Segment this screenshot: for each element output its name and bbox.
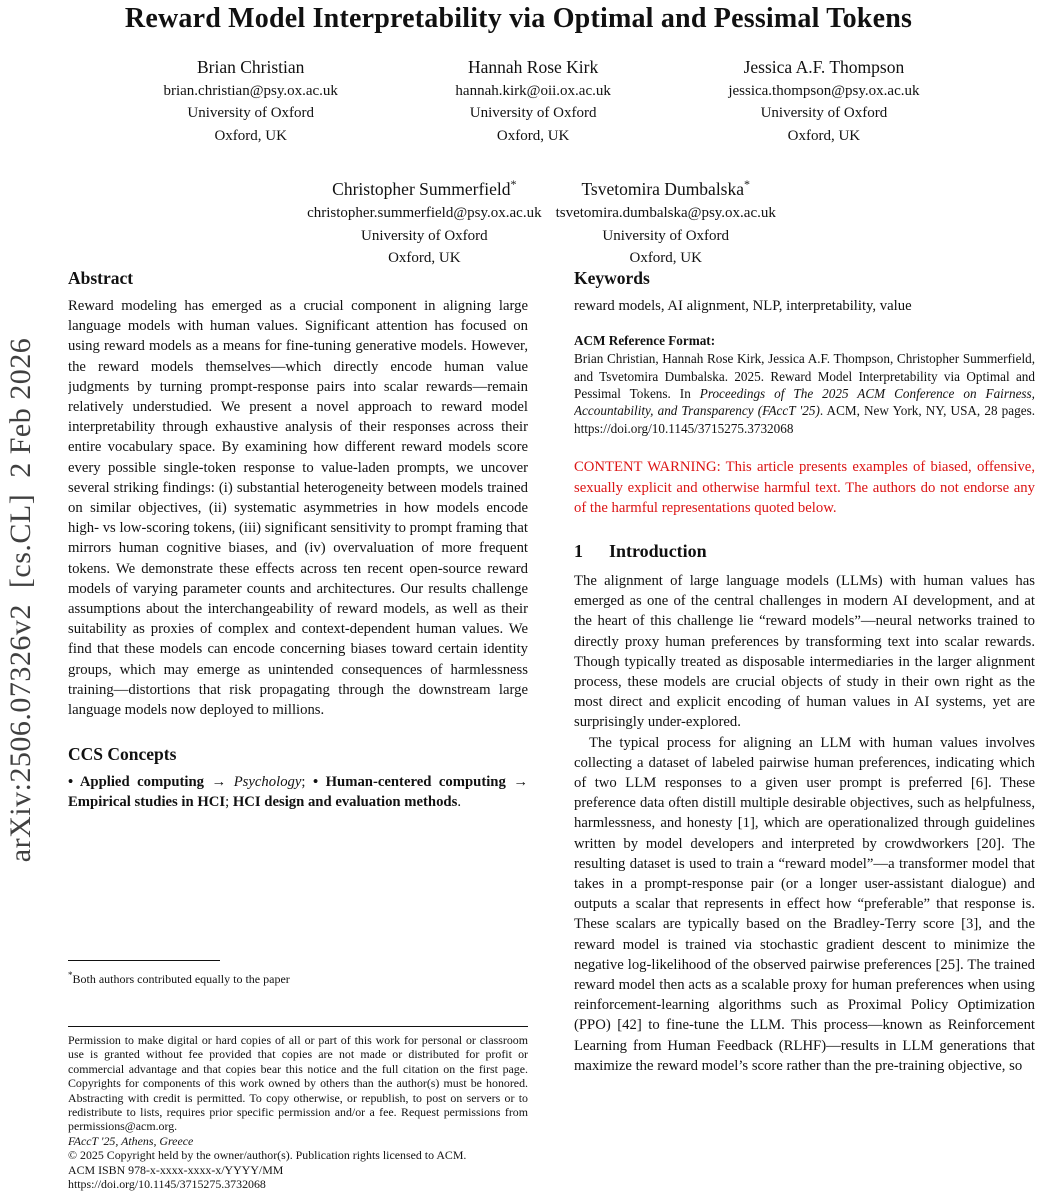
acm-ref-part: Brian Christian, Hannah Rose Kirk, Jessica A.F. Thompson, Christopher Summerfield, and Tsvetomira Dumbalska. 2025. Reward Model Interpretability via Optimal and Pessimal Tokens. In xyxy=(574,351,1035,402)
permission-rule xyxy=(68,1026,528,1027)
author-name xyxy=(728,50,919,80)
copyright-line: © 2025 Copyright held by the owner/author(s). Publication rights licensed to ACM. xyxy=(68,1148,467,1163)
author-email[interactable]: hannah.kirk@oii.ox.ac.uk xyxy=(455,82,611,99)
author-name xyxy=(556,172,776,202)
keywords-heading: Keywords xyxy=(574,268,650,288)
right-column xyxy=(574,268,1035,1200)
author-footnote-mark: * xyxy=(510,177,517,192)
ccs-text xyxy=(68,772,528,812)
author-footnote-mark: * xyxy=(744,177,751,192)
author-affiliation: University of Oxford xyxy=(469,105,597,122)
ccs-part: → xyxy=(204,774,234,791)
author-block xyxy=(455,50,610,147)
ccs-part: Empirical studies in HCI xyxy=(68,794,226,811)
acm-reference-heading: ACM Reference Format: xyxy=(574,333,716,349)
author-affiliation: University of Oxford xyxy=(760,105,888,122)
copyright-permission-block xyxy=(68,1026,528,1191)
introduction-paragraph-2: The typical process for aligning an LLM with human values involves collecting a dataset of labeled pairwise human preferences, indicating which of two LLM responses to a given user prompt is preferred [6]. These preference data often distill multiple desirable objectives, such as helpfulness, harmlessness, and honesty [1], which are operationalized through guidelines written by model developers and interpreted by crowdworkers [20]. The resulting dataset is used to train a “reward model”—a transformer model that takes in a prompt-response pair (or a longer user-assistant dialogue) and outputs a scalar that represents in effect how “preferable” that response is. These scalars are typically based on the Bradley-Terry score [3], and the reward model is trained via stochastic gradient descent to minimize the negative log-likelihood of the observed pairwise preferences [25]. The trained reward model then acts as a scalable proxy for human preferences when using reinforcement-learning algorithms such as Proximal Policy Optimization (PPO) [42] to fine-tune the LLM. This process—known as Reinforcement Learning from Human Feedback (RLHF)—results in LLM generations that maximize the reward model’s score rather than the pre-training objective, so xyxy=(574,734,1035,1074)
author-location: Oxford, UK xyxy=(496,127,570,144)
author-email[interactable]: tsvetomira.dumbalska@psy.ox.ac.uk xyxy=(555,205,776,222)
ccs-heading: CCS Concepts xyxy=(68,744,177,765)
authors-row-1 xyxy=(46,50,1037,147)
ccs-part: → xyxy=(505,774,528,791)
author-email[interactable]: jessica.thompson@psy.ox.ac.uk xyxy=(728,82,920,99)
abstract-text: Reward modeling has emerged as a crucial component in aligning large language models with human values. Significant attention has focused on using reward models as a means for fine-tuning generative models. However, the reward models themselves—which directly encode human value judgments by turning prompt-response pairs into scalar rewards—remain relatively understudied. We present a novel approach to reward model interpretability through exhaustive analysis of their responses across their entire vocabulary space. By examining how different reward models score every possible single-token response to value-laden prompts, we uncover several striking findings: (i) substantial heterogeneity between models trained on similar objectives, (ii) systematic asymmetries in how models encode high- vs low-scoring tokens, (iii) significant sensitivity to prompt framing that mirrors human cognitive biases, and (iv) overvaluation of more frequent tokens. We demonstrate these effects across ten recent open-source reward models of varying parameter counts and architectures. Our results challenge assumptions about the interchangeability of reward models, as well as their suitability as proxies of complex and context-dependent human values. We find that these models can encode concerning biases toward certain identity groups, which may emerge as unintended consequences of harmlessness training—distortions that risk propagating through the downstream large language models now deployed to millions. xyxy=(68,298,528,719)
acm-reference-text xyxy=(574,350,1035,437)
ccs-part: . xyxy=(457,794,461,811)
ccs-part: • Applied computing xyxy=(68,774,205,791)
author-affiliation: University of Oxford xyxy=(361,227,488,244)
content-warning: CONTENT WARNING: This article presents examples of biased, offensive, sexually explicit and otherwise harmful text. The authors do not endorse any of the harmful representations quoted below. xyxy=(574,459,1035,517)
author-block xyxy=(728,50,919,147)
permission-text: Permission to make digital or hard copies of all or part of this work for personal or classroom use is granted without fee provided that copies are not made or distributed for profit or commercial advantage and that copies bear this notice and the full citation on the first page. Copyrights for components of this work owned by others than the author(s) must be honored. Abstracting with credit is permitted. To copy otherwise, or republish, to post on servers or to redistribute to lists, requires prior specific permission and/or a fee. Request permissions from permissions@acm.org. xyxy=(68,1033,528,1134)
left-column-flow xyxy=(68,268,528,958)
author-name xyxy=(307,172,541,202)
author-block xyxy=(556,172,776,269)
isbn-line: ACM ISBN 978-x-xxxx-xxxx-x/YYYY/MM xyxy=(68,1162,284,1177)
authors-row-2 xyxy=(46,172,1037,269)
author-email[interactable]: christopher.summerfield@psy.ox.ac.uk xyxy=(307,205,542,222)
author-affiliation: University of Oxford xyxy=(602,227,730,244)
author-name-text: Brian Christian xyxy=(196,56,305,77)
equal-contribution-footnote xyxy=(68,960,528,987)
ccs-part: • Human-centered computing xyxy=(312,774,506,791)
footnote-body: Both authors contributed equally to the paper xyxy=(72,972,290,986)
abstract-heading: Abstract xyxy=(68,268,134,288)
section-title: Introduction xyxy=(609,541,707,562)
ccs-part: HCI design and evaluation methods xyxy=(232,794,458,811)
introduction-heading xyxy=(574,541,1035,562)
acm-ref-part: . ACM, New York, NY, USA, 28 pages. https://doi.org/10.1145/3715275.3732068 xyxy=(574,403,1035,436)
paper-title: Reward Model Interpretability via Optimal and Pessimal Tokens xyxy=(124,3,913,34)
left-column xyxy=(68,268,528,1200)
author-affiliation: University of Oxford xyxy=(187,105,315,122)
author-block xyxy=(307,172,541,269)
doi-link xyxy=(68,1177,528,1191)
footnote-rule xyxy=(68,960,220,961)
doi-link-anchor[interactable]: https://doi.org/10.1145/3715275.3732068 xyxy=(68,1177,266,1192)
ccs-part: ; xyxy=(225,794,233,811)
introduction-paragraph-1: The alignment of large language models (LLMs) with human values has emerged as one of the central challenges in modern AI development, and at the heart of this challenge lie “reward models”—neural networks trained to directly proxy human preferences by transforming text into scalar rewards. Though typically treated as disposable intermediaries in the larger alignment process, these models are crucial objects of study in their own right as the most direct and explicit encoding of human values in AI systems, yet are surprisingly under-explored. xyxy=(574,573,1035,731)
venue-line: FAccT '25, Athens, Greece xyxy=(68,1133,194,1148)
footnote-text xyxy=(68,968,528,987)
author-name-text: Tsvetomira Dumbalska xyxy=(581,179,745,200)
author-name xyxy=(163,50,337,80)
author-location: Oxford, UK xyxy=(388,250,461,267)
author-name xyxy=(455,50,610,80)
footnote-mark: * xyxy=(68,970,73,980)
author-email[interactable]: brian.christian@psy.ox.ac.uk xyxy=(163,82,338,99)
author-name-text: Jessica A.F. Thompson xyxy=(743,56,905,77)
keywords-text: reward models, AI alignment, NLP, interpretability, value xyxy=(574,298,912,314)
two-column-body xyxy=(68,268,1035,1200)
ccs-concepts xyxy=(68,744,528,812)
author-name-text: Christopher Summerfield xyxy=(332,179,511,200)
author-location: Oxford, UK xyxy=(629,250,702,267)
author-location: Oxford, UK xyxy=(214,127,287,144)
ccs-part: Psychology xyxy=(233,774,302,791)
ccs-part: ; xyxy=(301,774,313,791)
acm-ref-proceedings: Proceedings of The 2025 ACM Conference on Fairness, Accountability, and Transparency (FAccT '25) xyxy=(574,386,1035,419)
author-location: Oxford, UK xyxy=(787,127,861,144)
arxiv-watermark: arXiv:2506.07326v2 [cs.CL] 2 Feb 2026 xyxy=(4,337,37,863)
author-name-text: Hannah Rose Kirk xyxy=(468,56,599,77)
author-block xyxy=(163,50,337,147)
section-number: 1 xyxy=(574,541,583,562)
